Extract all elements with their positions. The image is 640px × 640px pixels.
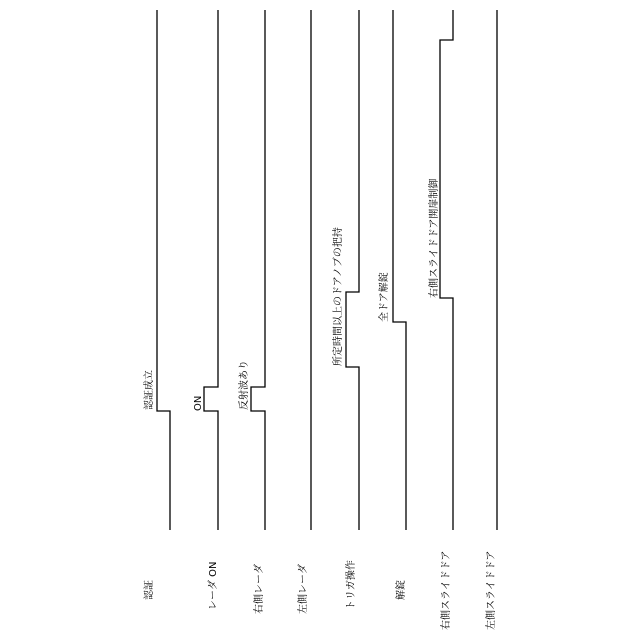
signal-label-right-radar: 右側レーダ	[252, 564, 265, 614]
annotation-door-open: 右側スライドドア開扉制御	[427, 179, 440, 298]
annotation-radar-on: ON	[193, 396, 204, 411]
waveform-right-slide-door	[440, 10, 453, 530]
annotation-reflection: 反射波あり	[237, 360, 250, 410]
waveform-unlock	[393, 10, 406, 530]
waveform-trigger	[346, 10, 359, 530]
timing-diagram	[0, 0, 640, 640]
annotation-auth: 認証成立	[142, 370, 155, 410]
annotation-trigger: 所定時間以上のドアノブの把持	[331, 227, 344, 366]
annotation-unlock: 全ドア解錠	[377, 272, 390, 322]
waveform-auth	[157, 10, 170, 530]
signal-label-trigger: トリガ操作	[344, 560, 357, 610]
waveform-right-radar	[251, 10, 265, 530]
signal-label-right-slide-door: 右側スライドドア	[439, 551, 452, 630]
signal-label-left-radar: 左側レーダ	[296, 564, 309, 614]
signal-label-radar-on: レーダ ON	[207, 561, 219, 610]
signal-label-left-slide-door: 左側スライドドア	[484, 551, 497, 630]
signal-label-auth: 認証	[143, 580, 155, 600]
signal-label-unlock: 解錠	[394, 580, 407, 600]
waveform-radar-on	[204, 10, 218, 530]
